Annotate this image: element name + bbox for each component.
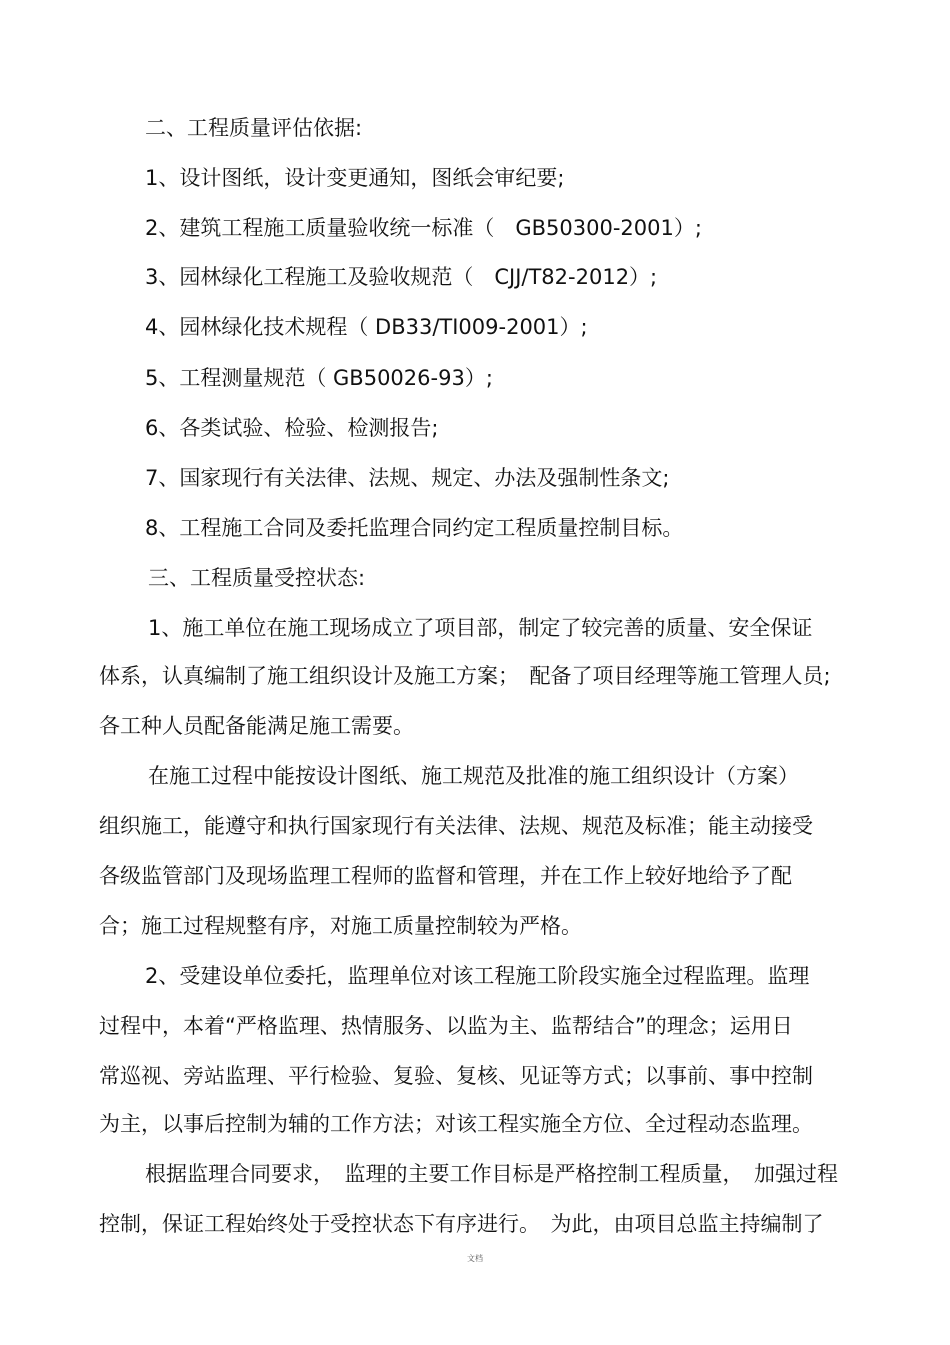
- basis-item-6: 6、各类试验、检验、检测报告;: [145, 416, 439, 440]
- page-footer-label: 文档: [467, 1254, 483, 1263]
- paragraph-3-line-2: 过程中，本着“严格监理、热情服务、以监为主、监帮结合”的理念；运用日: [99, 1014, 793, 1038]
- paragraph-1-line-2: 体系，认真编制了施工组织设计及施工方案； 配备了项目经理等施工管理人员;: [99, 664, 831, 688]
- paragraph-2-line-2: 组织施工，能遵守和执行国家现行有关法律、法规、规范及标准；能主动接受: [99, 814, 813, 838]
- section-heading-3: 三、工程质量受控状态:: [148, 566, 366, 590]
- section-heading-2: 二、工程质量评估依据:: [145, 116, 363, 140]
- basis-item-5: 5、工程测量规范（ GB50026-93）;: [145, 366, 493, 390]
- basis-item-7: 7、国家现行有关法律、法规、规定、办法及强制性条文;: [145, 466, 670, 490]
- paragraph-1-line-3: 各工种人员配备能满足施工需要。: [99, 714, 414, 738]
- basis-item-8: 8、工程施工合同及委托监理合同约定工程质量控制目标。: [145, 516, 684, 540]
- paragraph-3-line-1: 2、受建设单位委托，监理单位对该工程施工阶段实施全过程监理。监理: [145, 964, 810, 988]
- paragraph-3-line-4: 为主，以事后控制为辅的工作方法；对该工程实施全方位、全过程动态监理。: [99, 1112, 813, 1136]
- basis-item-3: 3、园林绿化工程施工及验收规范（ CJJ/T82-2012）;: [145, 265, 658, 289]
- paragraph-2-line-3: 各级监管部门及现场监理工程师的监督和管理，并在工作上较好地给予了配: [99, 864, 792, 888]
- paragraph-2-line-4: 合；施工过程规整有序，对施工质量控制较为严格。: [99, 914, 582, 938]
- basis-item-1: 1、设计图纸，设计变更通知，图纸会审纪要;: [145, 166, 565, 190]
- paragraph-4-line-2: 控制，保证工程始终处于受控状态下有序进行。 为此，由项目总监主持编制了: [99, 1212, 824, 1236]
- paragraph-1-line-1: 1、施工单位在施工现场成立了项目部，制定了较完善的质量、安全保证: [148, 616, 813, 640]
- paragraph-3-line-3: 常巡视、旁站监理、平行检验、复验、复核、见证等方式；以事前、事中控制: [99, 1064, 813, 1088]
- basis-item-4: 4、园林绿化技术规程（ DB33/TI009-2001）;: [145, 315, 588, 339]
- basis-item-2: 2、建筑工程施工质量验收统一标准（ GB50300-2001）;: [145, 216, 702, 240]
- paragraph-4-line-1: 根据监理合同要求， 监理的主要工作目标是严格控制工程质量， 加强过程: [145, 1162, 838, 1186]
- paragraph-2-line-1: 在施工过程中能按设计图纸、施工规范及批准的施工组织设计（方案）: [148, 764, 799, 788]
